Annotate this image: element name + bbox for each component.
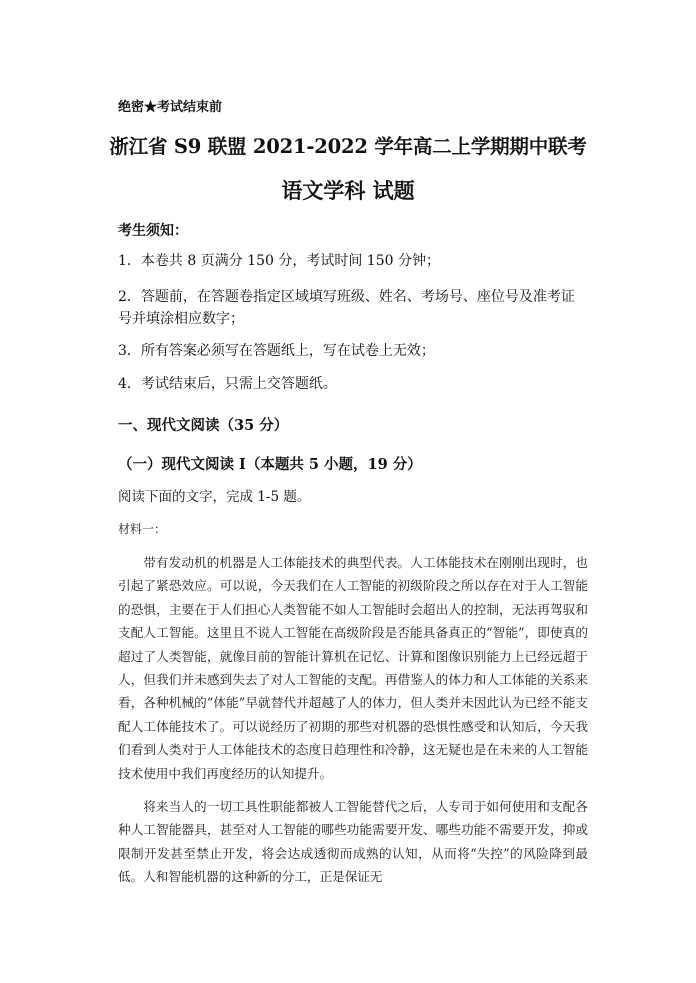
confidential-label: 绝密★考试结束前 [118, 100, 223, 115]
material-paragraph: 将来当人的一切工具性职能都被人工智能替代之后，人专司于如何使用和支配各种人工智能器具，甚至对人工智能的哪些功能需要开发、哪些功能不需要开发，抑或限制开发甚至禁止开发，将会达成透彻而成熟的认知，从而将“失控”的风险降到最低。人和智能机器的这种新的分工，正是保证无 [118, 799, 588, 885]
material-label: 材料一： [118, 522, 167, 536]
notice-item: 4．考试结束后，只需上交答题纸。 [118, 376, 337, 392]
exam-subtitle: 语文学科 试题 [281, 178, 415, 203]
section-heading: 一、现代文阅读（35 分） [118, 417, 289, 434]
reading-instruction: 阅读下面的文字，完成 1-5 题。 [118, 489, 311, 505]
exam-title: 浙江省 S9 联盟 2021-2022 学年高二上学期期中联考 [109, 135, 587, 158]
notice-heading: 考生须知： [118, 223, 188, 239]
subsection-heading: （一）现代文阅读 I（本题共 5 小题，19 分） [118, 456, 422, 473]
material-paragraph: 带有发动机的机器是人工体能技术的典型代表。人工体能技术在刚刚出现时，也引起了紧恐效应。可以说，今天我们在人工智能的初级阶段之所以存在对于人工智能的恐惧，主要在于人们担心人类智能不如人工智能时会超出人的控制，无法再驾驭和支配人工智能。这里且不说人工智能在高级阶段是否能具备真正的“智能”，即使真的超过了人类智能，就像目前的智能计算机在记忆、计算和图像识别能力上已经远超于人，但我们并未感到失去了对人工智能的支配。再借鉴人的体力和人工体能的关系来看，各种机械的“体能”早就替代并超越了人的体力，但人类并未因此认为已经不能支配人工体能技术了。可以说经历了初期的那些对机器的恐惧性感受和认知后，今天我们看到人类对于人工体能技术的态度日趋理性和冷静，这无疑也是在未来的人工智能技术使用中我们再度经历的认知提升。 [118, 555, 588, 781]
notice-item: 3．所有答案必须写在答题纸上，写在试卷上无效； [118, 343, 435, 359]
notice-item: 1．本卷共 8 页满分 150 分，考试时间 150 分钟； [118, 253, 440, 269]
notice-item: 2．答题前，在答题卷指定区域填写班级、姓名、考场号、座位号及准考证号并填涂相应数字； [118, 289, 575, 327]
